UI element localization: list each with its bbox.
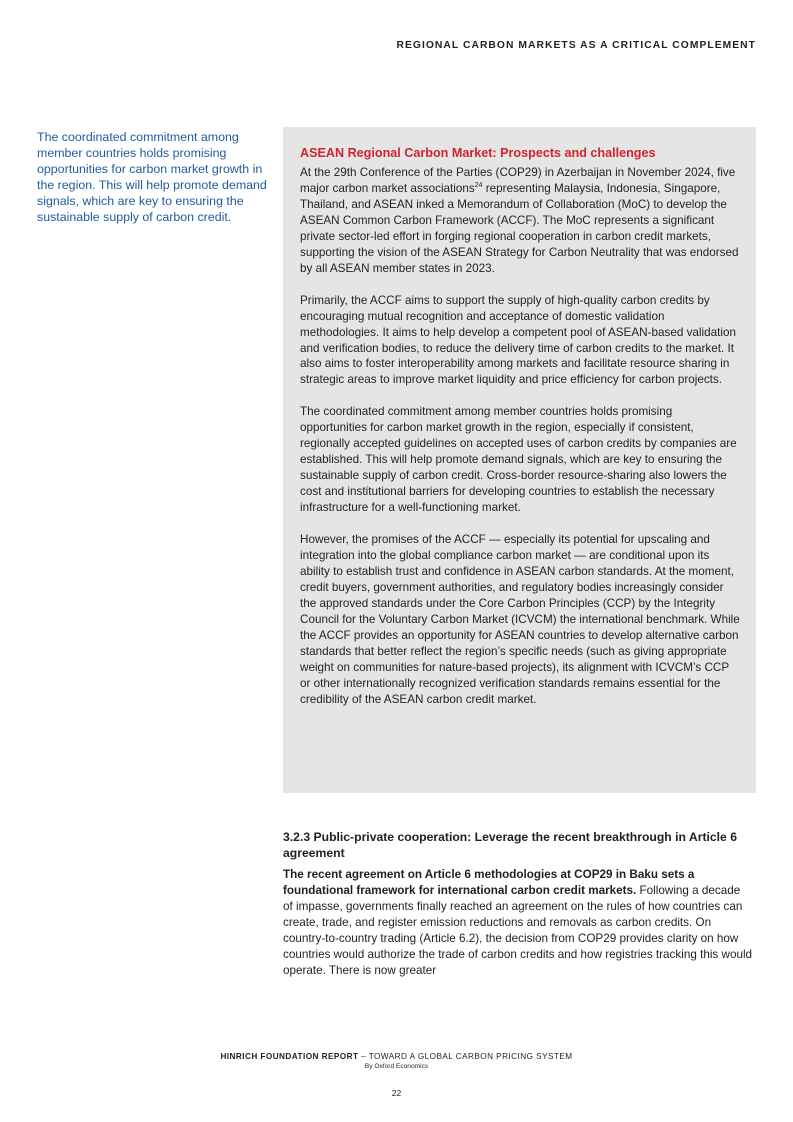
section-paragraph — [283, 867, 753, 979]
running-header: REGIONAL CARBON MARKETS AS A CRITICAL COMPLEMENT — [396, 40, 756, 51]
footer-report-line — [0, 1051, 793, 1062]
box-paragraph-4: However, the promises of the ACCF — especially its potential for upscaling and integration into the global compliance carbon market — are conditional upon its ability to establish trust and confidence in ASEAN carbon standards. At the moment, credit buyers, government authorities, and regulatory bodies increasingly consider the approved standards under the Core Carbon Principles (CCP) by the Integrity Council for the Voluntary Carbon Market (ICVCM) the international benchmark. While the ACCF provides an opportunity for ASEAN countries to develop alternative carbon standards that better reflect the region’s specific needs (such as giving appropriate weight on communities for nature-based projects), its alignment with ICVCM’s CCP or other internationally recognized verification standards remains essential for the credibility of the ASEAN carbon credit market. — [300, 533, 740, 706]
footer-byline: By Oxford Economics — [364, 1063, 429, 1070]
footer-separator: – — [358, 1052, 369, 1061]
box-paragraph-2: Primarily, the ACCF aims to support the supply of high-quality carbon credits by encouraging mutual recognition and acceptance of domestic validation methodologies. It aims to help develop a competent pool of ASEAN-based validation and verification bodies, to reduce the delivery time of carbon credits to the market. It also aims to foster interoperability among markets and facilitate resource sharing in strategic areas to improve market liquidity and price efficiency for carbon projects. — [300, 293, 736, 387]
box-title: ASEAN Regional Carbon Market: Prospects and challenges — [300, 146, 656, 160]
footer-report-name: HINRICH FOUNDATION REPORT — [220, 1052, 359, 1061]
box-paragraph-1-text-a: At the 29th Conference of the Parties (COP29) in Azerbaijan in November 2024, five major carbon market associations — [300, 166, 736, 195]
footnote-ref-24[interactable]: 24 — [474, 181, 483, 189]
box-paragraph-1-text-b: representing Malaysia, Indonesia, Singapore, Thailand, and ASEAN inked a Memorandum of Collaboration (MoC) to develop the ASEAN Common Carbon Framework (ACCF). The MoC represents a significant private sector-led effort in forging regional cooperation in carbon credit markets, supporting the vision of the ASEAN Strategy for Carbon Neutrality that was endorsed by all ASEAN member states in 2023. — [300, 181, 739, 275]
pull-quote: The coordinated commitment among member countries holds promising opportunities for carbon market growth in the region. This will help promote demand signals, which are key to ensuring the sustainable supply of carbon credit. — [37, 130, 267, 225]
page-footer — [0, 1051, 793, 1071]
section-3-2-3 — [283, 829, 753, 979]
section-heading: 3.2.3 Public-private cooperation: Leverage the recent breakthrough in Article 6 agreement — [283, 830, 737, 860]
section-body-text: Following a decade of impasse, governments finally reached an agreement on the rules of how countries can create, trade, and register emission reductions and removals as carbon credits. On country-to-country trading (Article 6.2), the decision from COP29 provides clarity on how countries would authorize the trade of carbon credits and how registries tracking this would operate. There is now greater — [283, 883, 753, 977]
footer-report-title: TOWARD A GLOBAL CARBON PRICING SYSTEM — [368, 1052, 573, 1061]
box-paragraph-3: The coordinated commitment among member countries holds promising opportunities for carbon market growth in the region, especially if consistent, regionally accepted guidelines on accepted uses of carbon credits by companies are established. This will help promote demand signals, which are key to ensuring the sustainable supply of carbon credit. Cross-border resource-sharing also lowers the cost and institutional barriers for developing countries to establish the necessary infrastructure for a well-functioning market. — [300, 405, 737, 515]
page-number: 22 — [391, 1088, 402, 1098]
section-lead-sentence: The recent agreement on Article 6 methodologies at COP29 in Baku sets a foundational framework for international carbon credit markets. — [283, 868, 695, 897]
sidebar-box — [283, 127, 756, 793]
box-paragraph-1 — [300, 165, 742, 277]
